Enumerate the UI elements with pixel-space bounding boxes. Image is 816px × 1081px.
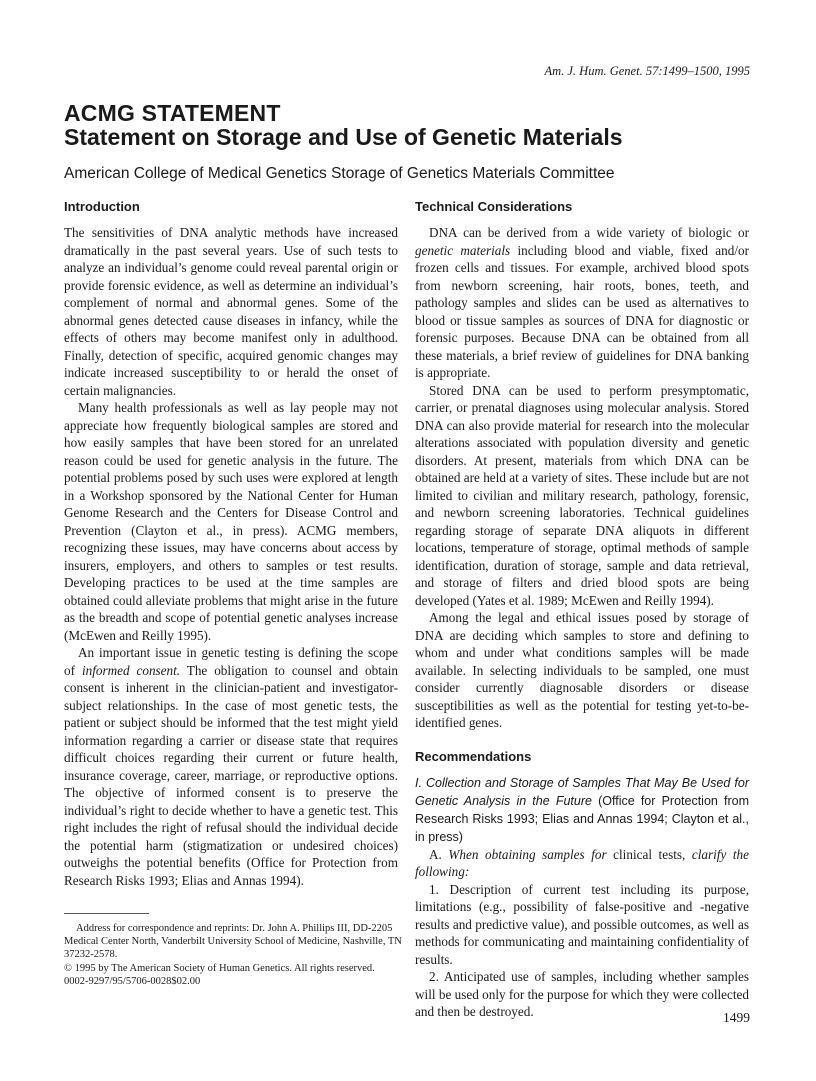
running-head: Am. J. Hum. Genet. 57:1499–1500, 1995 (544, 64, 750, 78)
left-column (64, 198, 398, 889)
technical-paragraph-2: Stored DNA can be used to perform presymptomatic, carrier, or prenatal diagnoses using molecular analysis. Stored DNA can also provide material for research into the molecular alterations associated with population diversity and genetic disorders. At present, materials from which DNA can be obtained are held at a variety of sites. These include but are not limited to civilian and military research, pathology, forensic, and newborn screening laboratories. Technical guidelines regarding storage of separate DNA aliquots in different locations, temperature of storage, optimal methods of sample identification, duration of storage, sample and data retrieval, and storage of filters and dried blood spots are being developed (Yates et al. 1989; McEwen and Reilly 1994). (415, 382, 749, 608)
intro-paragraph-3 (64, 644, 398, 889)
recommendation-item-2: 2. Anticipated use of samples, including whether samples will be used only for the purpose for which they were collected and then be destroyed. (415, 969, 749, 1019)
rec-a-emphasis-1: When obtaining samples for (448, 846, 607, 862)
recommendation-1-heading (415, 774, 749, 846)
intro-paragraph-2: Many health professionals as well as lay people may not appreciate how frequently biological samples are stored and how easily samples that have been stored for an unrelated reason could be used for genetic analysis in the future. The potential problems posed by such uses were explored at length in a Workshop sponsored by the National Center for Human Genome Research and the Centers for Disease Control and Prevention (Clayton et al., in press). ACMG members, recognizing these issues, may have concerns about access by insurers, employers, and others to samples or test results. Developing practices to be used at the time samples are obtained could alleviate problems that might arise in the future as the breadth and scope of potential genetic analyses increase (McEwen and Reilly 1995). (64, 400, 398, 643)
copyright-line: © 1995 by The American Society of Human Genetics. All rights reserved. (64, 962, 375, 974)
section-spacer (415, 732, 749, 748)
technical-paragraph-3: Among the legal and ethical issues posed by storage of DNA are deciding which samples to store and defining to whom and under what conditions samples will be made available. In selecting individuals to be sampled, one must consider currently diagnosable disorders or disease susceptibilities as well as the potential for testing yet-to-be-identified genes. (415, 610, 749, 730)
tech-p1-text-b: including blood and viable, fixed and/or frozen cells and tissues. For example, archived blood spots from newborn screening, hair roots, bones, teeth, and pathology samples and slides can be used as alternatives to blood or tissue samples as sources of DNA for diagnostic or forensic purposes. Because DNA can be obtained from all these materials, a brief review of guidelines for DNA banking is appropriate. (415, 242, 749, 380)
tech-p1-emphasis: genetic materials (415, 242, 511, 258)
section-heading-introduction: Introduction (64, 199, 140, 214)
tech-p1-text-a: DNA can be derived from a wide variety of biologic or (429, 225, 749, 240)
issn-code: 0002-9297/95/5706-0028$02.00 (64, 975, 201, 987)
section-heading-recommendations: Recommendations (415, 748, 532, 764)
intro-paragraph-1: The sensitivities of DNA analytic methods have increased dramatically in the past several years. Use of such tests to analyze an individual’s genome could reveal parental origin or provide forensic evidence, as well as determine an individual’s complement of normal and abnormal genes. Some of the abnormal genes detected cause diseases in infancy, while the effects of others may become manifest only in adulthood. Finally, detection of specific, acquired genomic changes may indicate increased susceptibility to or herald the onset of certain malignancies. (64, 225, 398, 398)
article-authors: American College of Medical Genetics Storage of Genetics Materials Committee (64, 165, 615, 182)
article-title: Statement on Storage and Use of Genetic Materials (64, 124, 623, 150)
rec-a-emphasis-2: clarify the following: (415, 846, 749, 879)
intro-p3-text-b: The obligation to counsel and obtain consent is inherent in the clinician-patient and investigator-subject relationships. In the case of most genetic tests, the patient or subject should be informed that the test might yield information regarding a carrier or disease state that requires difficult choices regarding their current or future health, insurance coverage, career, marriage, or reproductive options. The objective of informed consent is to preserve the individual’s right to decide whether to have a genetic test. This right includes the right of refusal should the individual decide the potential harm (stigmatization or undesired choices) outweighs the potential benefits (Office for Protection from Research Risks 1993; Elias and Annas 1994). (64, 662, 398, 888)
recommendation-item-1: 1. Description of current test including its purpose, limitations (e.g., possibility of false-positive and -negative results and predictive value), and possible outcomes, as well as methods for communicating and maintaining confidentiality of results. (415, 881, 749, 967)
rec-a-label: A. (429, 846, 449, 862)
correspondence-address: Address for correspondence and reprints: Dr. John A. Phillips III, DD-2205 Medical Center North, Vanderbilt University School of Medicine, Nashville, TN 37232-2578. (64, 923, 402, 961)
intro-p3-emphasis: informed consent. (81, 662, 181, 678)
technical-paragraph-1 (415, 224, 749, 382)
recommendation-a (415, 846, 749, 881)
rec1-italic-title: I. Collection and Storage of Samples That May Be Used for Genetic Analysis in the Future (415, 775, 749, 808)
article-kicker: ACMG STATEMENT (64, 100, 281, 126)
footnote-divider (64, 913, 149, 914)
right-column (415, 198, 749, 1021)
footnote (64, 922, 404, 988)
rec-a-mid: clinical tests, (606, 846, 692, 862)
page-number: 1499 (723, 1010, 750, 1025)
intro-p3-text-a: An important issue in genetic testing is defining the scope of (64, 645, 398, 678)
rec1-references: (Office for Protection from Research Risks 1993; Elias and Annas 1994; Clayton et al., in press) (415, 793, 749, 844)
section-heading-technical: Technical Considerations (415, 199, 573, 214)
